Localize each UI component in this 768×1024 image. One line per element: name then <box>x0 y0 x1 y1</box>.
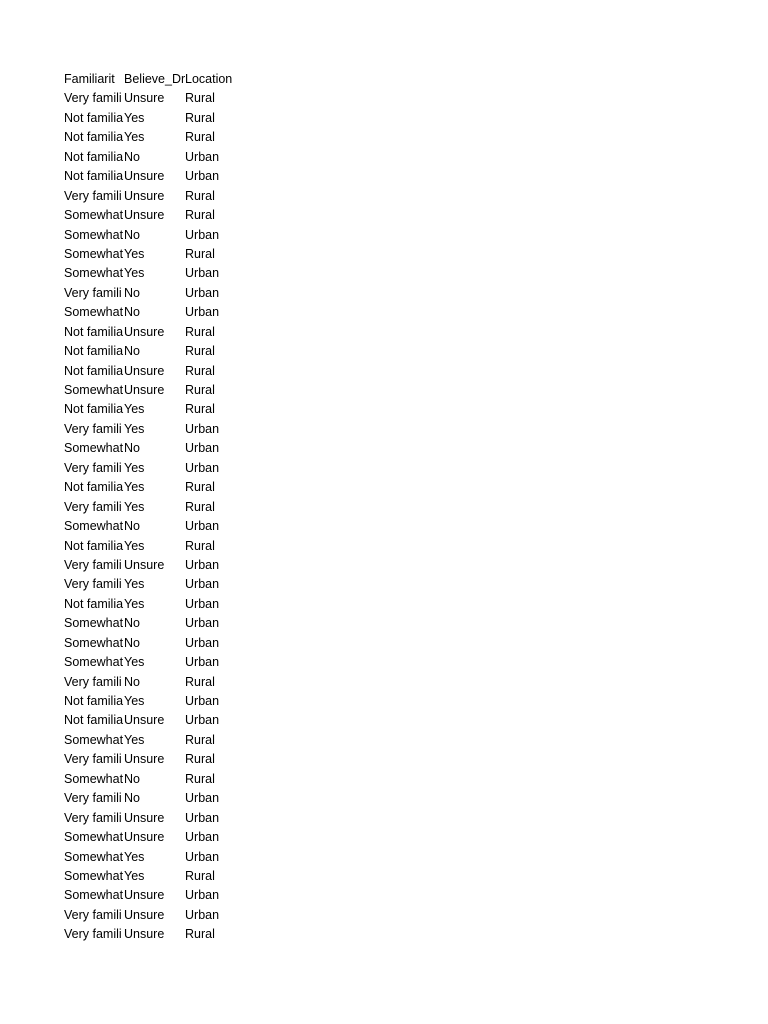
cell-location: Rural <box>185 538 215 553</box>
table-row <box>64 867 265 886</box>
table-row <box>64 498 265 517</box>
cell-familiarity: Somewhat <box>64 519 124 534</box>
cell-familiarity: Somewhat <box>64 383 124 397</box>
cell-location: Urban <box>185 577 220 592</box>
cell-believe: Yes <box>124 499 145 514</box>
table-row <box>64 400 265 419</box>
table-row <box>64 731 265 750</box>
cell-location: Rural <box>185 344 215 359</box>
cell-location: Urban <box>185 791 220 806</box>
cell-location: Urban <box>185 655 220 670</box>
table-row <box>64 537 265 556</box>
table-row <box>64 575 265 594</box>
cell-familiarity: Very famili <box>64 188 122 203</box>
cell-location: Urban <box>185 596 220 611</box>
table-row <box>64 634 265 653</box>
cell-familiarity: Somewhat <box>64 830 124 845</box>
cell-familiarity: Not familia <box>64 480 124 495</box>
cell-location: Urban <box>185 441 220 456</box>
cell-familiarity: Somewhat <box>64 771 124 786</box>
cell-believe: Unsure <box>124 752 165 767</box>
table-row <box>64 517 265 536</box>
cell-familiarity: Very famili <box>64 752 122 767</box>
cell-familiarity: Somewhat <box>64 208 124 223</box>
table-row <box>64 673 265 692</box>
cell-location: Urban <box>185 227 220 242</box>
cell-location: Urban <box>185 830 220 845</box>
table-row <box>64 770 265 789</box>
table-row <box>64 226 265 245</box>
table-row <box>64 711 265 730</box>
table-row <box>64 284 265 303</box>
cell-location: Rural <box>185 91 215 106</box>
cell-believe: No <box>124 791 140 806</box>
table-row <box>64 167 265 186</box>
data-table <box>64 70 265 945</box>
cell-familiarity: Very famili <box>64 810 122 825</box>
header-location: Location <box>185 72 233 86</box>
cell-familiarity: Not familia <box>64 538 124 553</box>
table-row <box>64 109 265 128</box>
cell-believe: Yes <box>124 460 145 475</box>
cell-believe: Yes <box>124 130 145 145</box>
table-row <box>64 264 265 283</box>
cell-location: Rural <box>185 752 215 767</box>
table-row <box>64 692 265 711</box>
cell-location: Rural <box>185 674 215 689</box>
table-row <box>64 89 265 108</box>
cell-believe: Unsure <box>124 888 165 903</box>
table-row <box>64 459 265 478</box>
cell-familiarity: Not familia <box>64 110 124 125</box>
cell-familiarity: Not familia <box>64 402 124 417</box>
table-row <box>64 750 265 769</box>
cell-location: Rural <box>185 130 215 145</box>
cell-familiarity: Not familia <box>64 169 124 184</box>
table-row <box>64 828 265 847</box>
table-row <box>64 925 265 944</box>
table-row <box>64 342 265 361</box>
cell-believe: Yes <box>124 110 145 125</box>
cell-location: Urban <box>185 305 220 320</box>
table-row <box>64 362 265 381</box>
cell-location: Urban <box>185 907 220 922</box>
cell-believe: Yes <box>124 868 145 883</box>
table-row <box>64 595 265 614</box>
cell-location: Urban <box>185 149 220 164</box>
table-row <box>64 323 265 342</box>
cell-location: Rural <box>185 110 215 125</box>
table-row <box>64 906 265 925</box>
cell-believe: Unsure <box>124 363 165 378</box>
cell-familiarity: Not familia <box>64 713 124 728</box>
cell-believe: Unsure <box>124 907 165 922</box>
cell-believe: No <box>124 674 140 689</box>
cell-believe: Unsure <box>124 324 165 339</box>
table-row <box>64 420 265 439</box>
cell-familiarity: Somewhat <box>64 246 124 261</box>
cell-believe: Yes <box>124 402 145 417</box>
cell-location: Urban <box>185 810 220 825</box>
cell-believe: Yes <box>124 538 145 553</box>
cell-familiarity: Very famili <box>64 499 122 514</box>
cell-believe: Yes <box>124 577 145 592</box>
cell-familiarity: Not familia <box>64 344 124 359</box>
cell-location: Urban <box>185 635 220 650</box>
cell-believe: Unsure <box>124 188 165 203</box>
cell-believe: Unsure <box>124 830 165 845</box>
table-row <box>64 789 265 808</box>
cell-location: Urban <box>185 849 220 864</box>
cell-familiarity: Very famili <box>64 791 122 806</box>
cell-believe: No <box>124 344 140 359</box>
table-row <box>64 556 265 575</box>
cell-familiarity: Somewhat <box>64 732 124 747</box>
cell-familiarity: Somewhat <box>64 888 124 903</box>
cell-familiarity: Not familia <box>64 324 124 339</box>
table-header-row <box>64 70 265 89</box>
cell-believe: No <box>124 227 140 242</box>
table-row <box>64 245 265 264</box>
cell-location: Urban <box>185 557 220 572</box>
cell-believe: Unsure <box>124 169 165 184</box>
cell-location: Rural <box>185 927 215 942</box>
cell-location: Urban <box>185 285 220 300</box>
cell-believe: No <box>124 305 140 320</box>
cell-location: Urban <box>185 888 220 903</box>
cell-familiarity: Very famili <box>64 557 122 572</box>
cell-familiarity: Not familia <box>64 363 124 378</box>
cell-familiarity: Somewhat <box>64 266 124 281</box>
cell-believe: Yes <box>124 694 145 708</box>
cell-familiarity: Not familia <box>64 130 124 145</box>
cell-believe: No <box>124 149 140 164</box>
cell-location: Urban <box>185 460 220 475</box>
table-row <box>64 848 265 867</box>
cell-location: Urban <box>185 616 220 631</box>
cell-familiarity: Somewhat <box>64 868 124 883</box>
cell-believe: Yes <box>124 596 145 611</box>
header-familiarity: Familiarit <box>64 72 115 86</box>
cell-believe: Yes <box>124 246 145 261</box>
cell-believe: No <box>124 519 140 534</box>
cell-location: Rural <box>185 324 215 339</box>
cell-believe: Yes <box>124 655 145 670</box>
cell-familiarity: Very famili <box>64 285 122 300</box>
table-row <box>64 886 265 905</box>
table-row <box>64 653 265 672</box>
cell-believe: No <box>124 441 140 456</box>
cell-familiarity: Somewhat <box>64 849 124 864</box>
cell-familiarity: Very famili <box>64 674 122 689</box>
cell-believe: Yes <box>124 732 145 747</box>
cell-location: Rural <box>185 363 215 378</box>
cell-believe: Unsure <box>124 383 165 397</box>
table-row <box>64 148 265 167</box>
cell-familiarity: Very famili <box>64 421 122 436</box>
cell-familiarity: Somewhat <box>64 635 124 650</box>
cell-believe: Unsure <box>124 927 165 942</box>
cell-location: Rural <box>185 480 215 495</box>
cell-believe: No <box>124 635 140 650</box>
cell-location: Urban <box>185 421 220 436</box>
cell-familiarity: Very famili <box>64 460 122 475</box>
table-body <box>64 89 265 944</box>
table-row <box>64 206 265 225</box>
cell-believe: Unsure <box>124 557 165 572</box>
cell-location: Rural <box>185 499 215 514</box>
cell-familiarity: Somewhat <box>64 227 124 242</box>
cell-believe: No <box>124 771 140 786</box>
cell-location: Urban <box>185 519 220 534</box>
cell-familiarity: Very famili <box>64 907 122 922</box>
cell-believe: Yes <box>124 266 145 281</box>
table-row <box>64 478 265 497</box>
cell-familiarity: Very famili <box>64 577 122 592</box>
cell-location: Rural <box>185 246 215 261</box>
cell-familiarity: Very famili <box>64 927 122 942</box>
cell-believe: No <box>124 285 140 300</box>
table-row <box>64 614 265 633</box>
header-believe: Believe_Dr <box>124 72 185 86</box>
cell-familiarity: Not familia <box>64 149 124 164</box>
cell-believe: Unsure <box>124 810 165 825</box>
cell-believe: Unsure <box>124 713 165 728</box>
cell-familiarity: Somewhat <box>64 655 124 670</box>
table-row <box>64 187 265 206</box>
cell-location: Rural <box>185 402 215 417</box>
cell-location: Urban <box>185 266 220 281</box>
cell-familiarity: Somewhat <box>64 616 124 631</box>
cell-familiarity: Not familia <box>64 694 124 708</box>
cell-believe: Unsure <box>124 208 165 223</box>
cell-believe: Yes <box>124 849 145 864</box>
cell-believe: Unsure <box>124 91 165 106</box>
cell-location: Rural <box>185 383 215 397</box>
cell-believe: Yes <box>124 480 145 495</box>
cell-familiarity: Very famili <box>64 91 122 106</box>
table-row <box>64 439 265 458</box>
cell-location: Rural <box>185 188 215 203</box>
cell-location: Urban <box>185 713 220 728</box>
cell-location: Rural <box>185 868 215 883</box>
table-row <box>64 303 265 322</box>
cell-location: Urban <box>185 169 220 184</box>
cell-familiarity: Not familia <box>64 596 124 611</box>
cell-location: Urban <box>185 694 220 708</box>
cell-believe: No <box>124 616 140 631</box>
cell-location: Rural <box>185 732 215 747</box>
cell-familiarity: Somewhat <box>64 441 124 456</box>
cell-familiarity: Somewhat <box>64 305 124 320</box>
table-row <box>64 381 265 400</box>
table-row <box>64 128 265 147</box>
table-row <box>64 809 265 828</box>
cell-location: Rural <box>185 771 215 786</box>
cell-location: Rural <box>185 208 215 223</box>
cell-believe: Yes <box>124 421 145 436</box>
